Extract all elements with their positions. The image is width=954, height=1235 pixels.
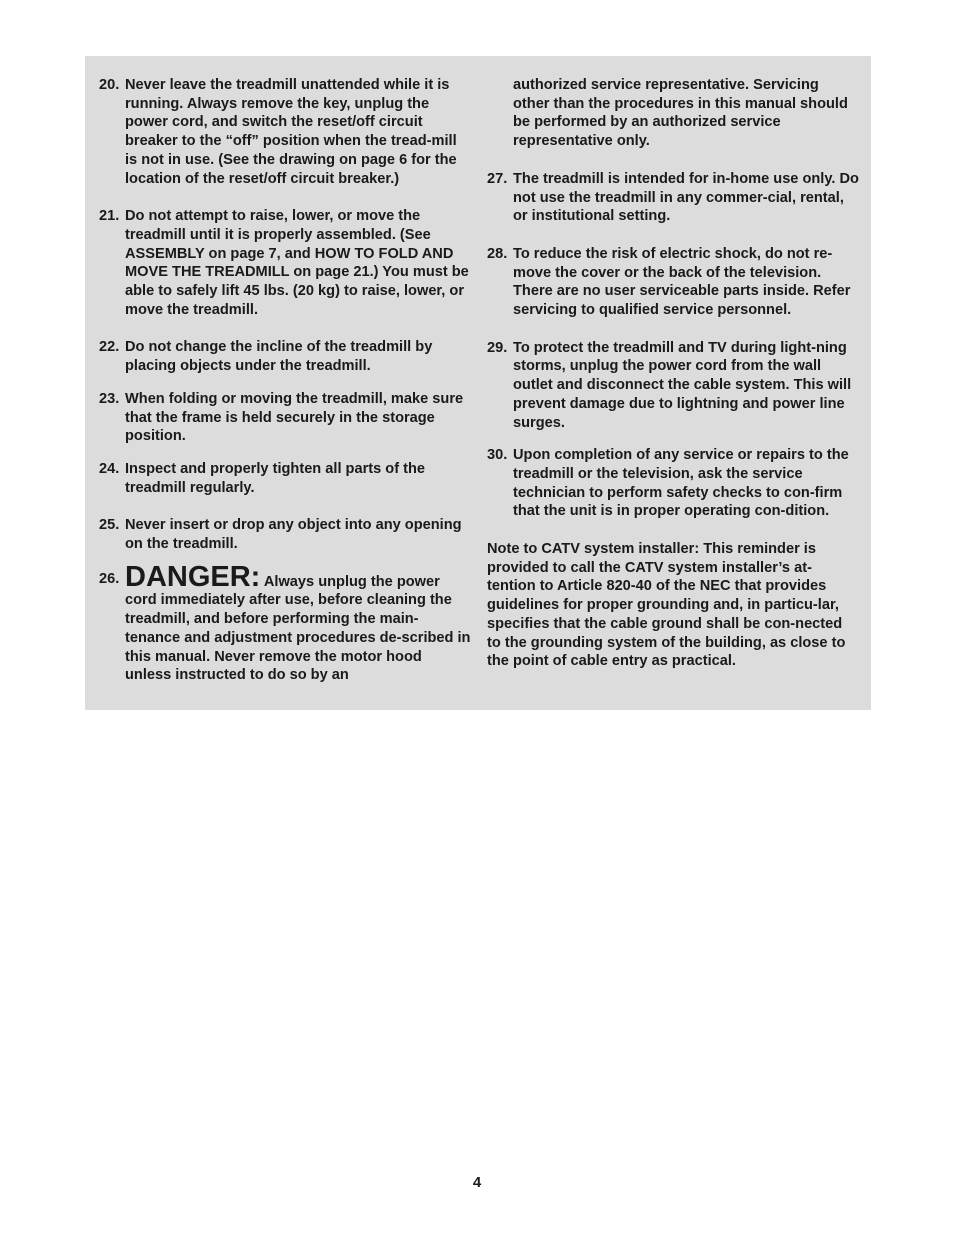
item-text: Never insert or drop any object into any opening on the treadmill. (125, 517, 462, 553)
item-number: 30. (487, 447, 508, 464)
item-text: To reduce the risk of electric shock, do not re-move the cover or the back of the television. There are no user serviceable parts inside. Refer servicing to qualified service personnel. (513, 245, 851, 319)
item-number: 25. (99, 517, 120, 534)
catv-installer-note: Note to CATV system installer: This reminder is provided to call the CATV system installer’s at-tention to Article 820-40 of the NEC that provides guidelines for proper grounding and, in particu-lar, specifies that the cable ground shall be con-nected to the grounding system of the building, as close to the point of cable entry as practical. (487, 541, 846, 670)
list-item (99, 338, 471, 375)
item-text: Do not attempt to raise, lower, or move the treadmill until it is properly assembled. (See ASSEMBLY on page 7, and HOW TO FOLD AND MOVE THE TREADMILL on page 21.) You must be able to safely lift 45 lbs. (20 kg) to raise, lower, or move the treadmill. (125, 208, 469, 318)
item-text: The treadmill is intended for in-home use only. Do not use the treadmill in any commer-cial, rental, or institutional setting. (513, 170, 859, 225)
list-item (487, 170, 859, 226)
item-number: 28. (487, 245, 508, 262)
list-item (99, 460, 471, 497)
list-item (487, 339, 859, 433)
list-item (99, 516, 471, 553)
item-number: 24. (99, 460, 120, 477)
item-text: Upon completion of any service or repairs to the treadmill or the television, ask the service technician to perform safety checks to con-firm that the unit is in proper operating con-dition. (513, 447, 849, 520)
item-text: Never leave the treadmill unattended while it is running. Always remove the key, unplug the power cord, and switch the reset/off circuit breaker to the “off” position when the tread-mill is not in use. (See the drawing on page 6 for the location of the reset/off circuit breaker.) (125, 77, 457, 187)
safety-instructions-panel (85, 56, 871, 710)
item-number: 27. (487, 170, 508, 187)
list-item (487, 245, 859, 320)
left-column (99, 76, 471, 685)
item-text: authorized service representative. Servicing other than the procedures in this manual should be performed by an authorized service representative only. (513, 77, 848, 150)
item-text: To protect the treadmill and TV during light-ning storms, unplug the power cord from the wall outlet and disconnect the cable system. This will prevent damage due to lightning and power line surges. (513, 339, 852, 431)
list-item (487, 446, 859, 521)
item-number: 29. (487, 339, 508, 356)
item-number: 20. (99, 77, 120, 93)
danger-label: DANGER: (125, 560, 261, 593)
list-item (99, 76, 471, 188)
item-number: 23. (99, 390, 120, 407)
item-text: Do not change the incline of the treadmill by placing objects under the treadmill. (125, 339, 433, 375)
item-text: Inspect and properly tighten all parts of the treadmill regularly. (125, 460, 426, 496)
item-number: 26. (99, 570, 120, 587)
right-column (487, 76, 859, 671)
list-item (99, 207, 471, 319)
item-text: When folding or moving the treadmill, make sure that the frame is held securely in the storage position. (125, 390, 464, 445)
item-number: 22. (99, 339, 120, 356)
item-text: Always unplug the power cord immediately after use, before cleaning the treadmill, and before performing the main-tenance and adjustment procedures de-scribed in this manual. Never remove the motor hood unless instructed to do so by an (125, 573, 471, 684)
danger-item (99, 560, 471, 685)
item-number: 21. (99, 208, 120, 225)
list-item-continuation (487, 76, 859, 151)
list-item (99, 390, 471, 446)
page-number: 4 (472, 1174, 482, 1191)
